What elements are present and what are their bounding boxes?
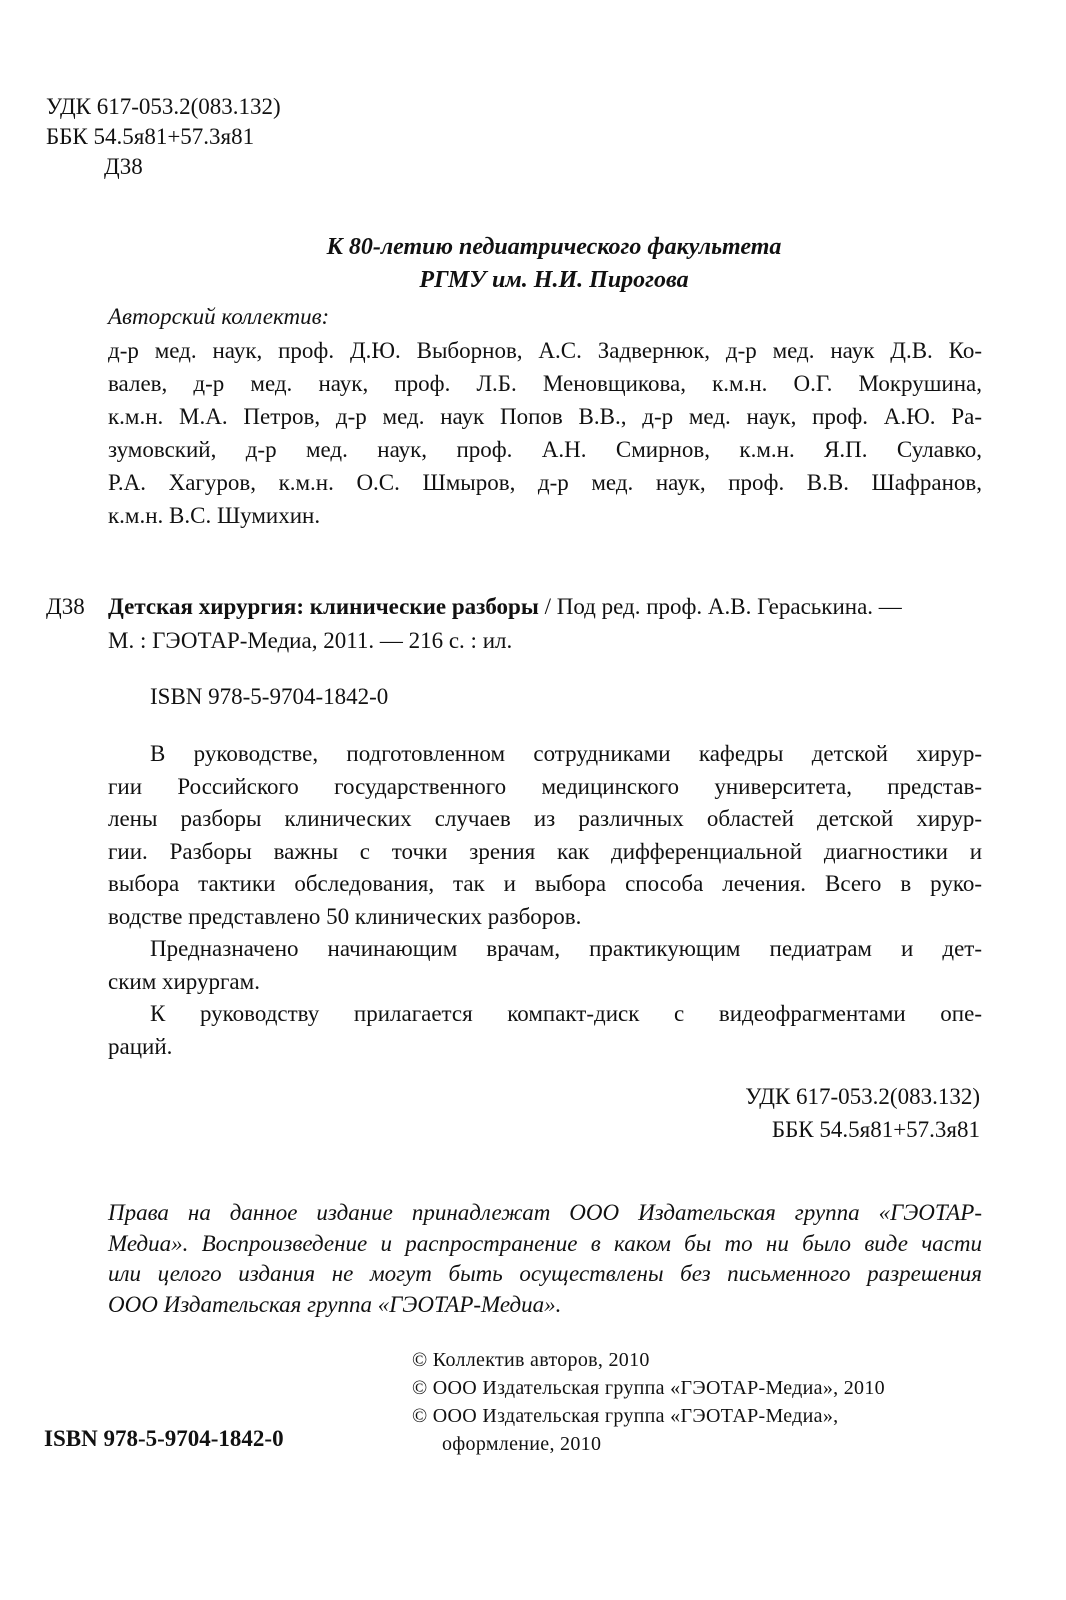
annotation-line: ским хирургам. (108, 968, 260, 994)
record-isbn: ISBN 978-5-9704-1842-0 (150, 684, 389, 709)
annotation-line: лены разборы клинических случаев из различных областей детской хирур- (108, 806, 982, 831)
udk-code: УДК 617-053.2(083.132) (46, 94, 281, 119)
rights-line: или целого издания не могут быть осуществлены без письменного разрешения (108, 1261, 982, 1286)
copyright-block (412, 1346, 885, 1458)
udk-code: УДК 617-053.2(083.132) (745, 1084, 980, 1109)
annotation-line: водстве представлено 50 клинических разборов. (108, 903, 582, 929)
authors-list (108, 334, 982, 532)
annotation-line: гии Российского государственного медицинского университета, представ- (108, 773, 982, 799)
record-imprint: М. : ГЭОТАР-Медиа, 2011. — 216 с. : ил. (108, 628, 513, 653)
rights-line: Медиа». Воспроизведение и распространение в каком бы то ни было виде части (108, 1230, 982, 1256)
annotation-line: гии. Разборы важны с точки зрения как дифференциальной диагностики и (108, 838, 982, 864)
authors-line: к.м.н. М.А. Петров, д-р мед. наук Попов В.В., д-р мед. наук, проф. А.Ю. Ра- (108, 404, 982, 429)
annotation-line: К руководству прилагается компакт-диск с видеофрагментами опе- (150, 1001, 982, 1026)
rights-line: Права на данное издание принадлежат ООО Издательская группа «ГЭОТАР- (108, 1200, 982, 1225)
bbk-code: ББК 54.5я81+57.3я81 (46, 124, 255, 149)
copyright-line: © ООО Издательская группа «ГЭОТАР-Медиа», (412, 1405, 839, 1427)
annotation-line: раций. (108, 1033, 173, 1059)
rights-line: ООО Издательская группа «ГЭОТАР-Медиа». (108, 1291, 562, 1317)
classification-block-top (46, 92, 281, 182)
dedication-line: РГМУ им. Н.И. Пирогова (419, 267, 689, 293)
annotation (108, 738, 982, 1063)
dedication (0, 231, 1066, 297)
authors-line: зумовский, д-р мед. наук, проф. А.Н. Смирнов, к.м.н. Я.П. Сулавко, (108, 437, 982, 462)
copyright-line: © ООО Издательская группа «ГЭОТАР-Медиа», 2010 (412, 1377, 885, 1399)
classification-block-bottom (0, 1080, 980, 1146)
record-author-sign: Д38 (46, 594, 85, 619)
record-title-line (108, 590, 982, 624)
authors-line: валев, д-р мед. наук, проф. Л.Б. Меновщикова, к.м.н. О.Г. Мокрушина, (108, 371, 982, 396)
dedication-line: К 80-летию педиатрического факультета (326, 234, 782, 260)
annotation-line: В руководстве, подготовленном сотрудниками кафедры детской хирур- (150, 741, 982, 766)
isbn-bottom: ISBN 978-5-9704-1842-0 (44, 1426, 284, 1451)
annotation-line: Предназначено начинающим врачам, практикующим педиатрам и дет- (150, 936, 982, 961)
book-title: Детская хирургия: клинические разборы (108, 594, 539, 619)
copyright-line: © Коллектив авторов, 2010 (412, 1349, 650, 1371)
authors-line: к.м.н. В.С. Шумихин. (108, 503, 321, 528)
authors-heading: Авторский коллектив: (108, 304, 330, 329)
record-editor: / Под ред. проф. А.В. Гераськина. — (538, 594, 902, 619)
bbk-code: ББК 54.5я81+57.3я81 (771, 1117, 980, 1142)
rights-notice (108, 1198, 982, 1320)
annotation-line: выбора тактики обследования, так и выбора способа лечения. Всего в руко- (108, 871, 982, 896)
authors-line: Р.А. Хагуров, к.м.н. О.С. Шмыров, д-р мед. наук, проф. В.В. Шафранов, (108, 470, 982, 495)
copyright-line: оформление, 2010 (442, 1433, 602, 1455)
author-sign: Д38 (104, 154, 143, 179)
authors-line: д-р мед. наук, проф. Д.Ю. Выборнов, А.С. Задвернюк, д-р мед. наук Д.В. Ко- (108, 338, 982, 363)
bibliographic-record (46, 590, 982, 658)
